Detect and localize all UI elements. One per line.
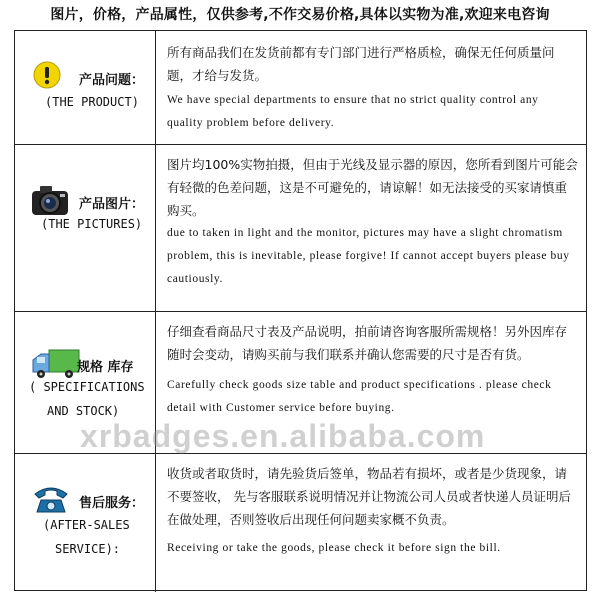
page-header: 图片，价格，产品属性，仅供参考,不作交易价格,具体以实物为准,欢迎来电咨询 — [50, 7, 550, 23]
info-table — [14, 30, 587, 591]
telephone-icon — [33, 484, 69, 514]
row-text-zh: 收货或者取货时，请先验货后签单，物品若有损坏，或者是少货现象，请不要签收， 先与客服联系说明情况并让物流公司人员或者快递人员证明后在做处理，否则签收后出现任何问题卖家概不负责。 — [167, 466, 571, 527]
row-label-en-line2: SERVICE): — [55, 542, 121, 556]
row-label-zh: 售后服务： — [79, 496, 145, 511]
row-label-en: (THE PICTURES) — [41, 217, 143, 231]
truck-icon — [29, 346, 81, 382]
watermark: xrbadges.en.alibaba.com — [80, 418, 486, 454]
row-text-en: Carefully check goods size table and product specifications . please check detail with Customer service before buying. — [167, 379, 552, 414]
table-row-after-sales — [15, 454, 586, 592]
row-text-en: Receiving or take the goods, please check it before sign the bill. — [167, 542, 501, 554]
row-label-en-line2: AND STOCK) — [47, 404, 120, 418]
row-label-en-line1: (AFTER-SALES — [43, 518, 130, 532]
row-text-zh: 仔细查看商品尺寸表及产品说明，拍前请咨询客服所需规格！另外因库存随时会变动，请购买前与我们联系并确认您需要的尺寸是否有货。 — [167, 324, 568, 362]
row-text-en: due to taken in light and the monitor, pictures may have a slight chromatism problem, this is inevitable, please forgive! If cannot accept buyers please buy cautiously. — [167, 227, 570, 285]
warning-icon — [33, 61, 61, 89]
row-label-zh: 产品问题： — [79, 73, 145, 88]
table-row-product — [15, 31, 586, 145]
camera-icon — [30, 183, 70, 217]
row-label-en-line1: ( SPECIFICATIONS — [29, 380, 145, 394]
row-text-zh: 所有商品我们在发货前都有专门部门进行严格质检，确保无任何质量问题，才给与发货。 — [167, 45, 555, 83]
row-label-zh: 规格 库存 — [77, 360, 134, 375]
row-text-zh: 图片均100%实物拍摄，但由于光线及显示器的原因，您所看到图片可能会有轻微的色差问题，这是不可避免的，请谅解！如无法接受的买家请慎重购买。 — [167, 157, 578, 218]
row-label-en: (THE PRODUCT) — [45, 95, 139, 109]
row-text-en: We have special departments to ensure that no strict quality control any quality problem before delivery. — [167, 94, 539, 129]
row-label-zh: 产品图片： — [79, 197, 145, 212]
table-row-pictures — [15, 145, 586, 312]
